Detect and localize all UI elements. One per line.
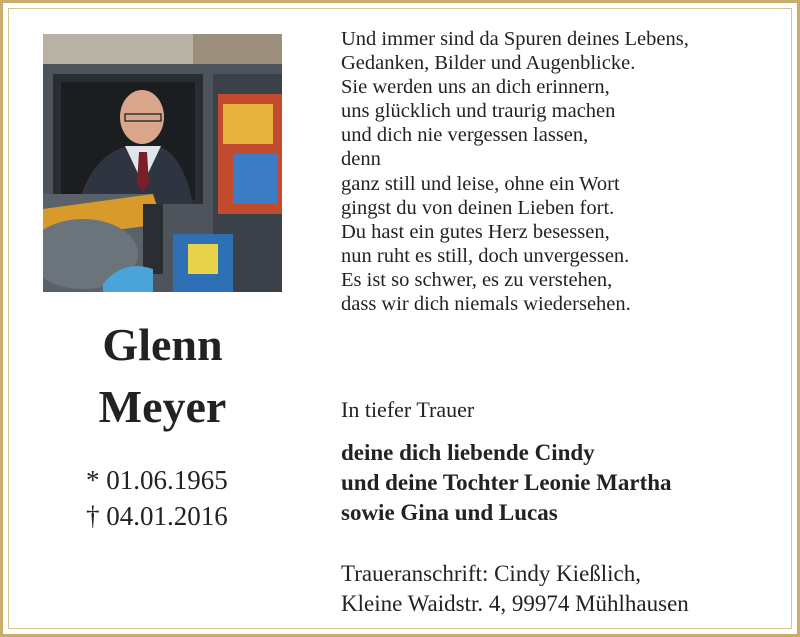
poem-line: und dich nie vergessen lassen, [341, 124, 589, 147]
poem-line: gingst du von deinen Lieben fort. [341, 196, 615, 219]
poem-line: nun ruht es still, doch unvergessen. [341, 244, 630, 267]
memorial-poem [341, 27, 781, 316]
portrait-illustration [43, 34, 282, 292]
deceased-first-name: Glenn [102, 319, 223, 370]
poem-line: Du hast ein gutes Herz besessen, [341, 220, 610, 243]
birth-date: * 01.06.1965 [86, 465, 228, 495]
mourner-line: und deine Tochter Leonie Martha [341, 470, 672, 495]
poem-line: uns glücklich und traurig machen [341, 100, 616, 123]
address-line: Kleine Waidstr. 4, 99974 Mühlhausen [341, 591, 689, 616]
mourner-line: sowie Gina und Lucas [341, 500, 558, 525]
portrait-photo [43, 34, 282, 292]
poem-line: Sie werden uns an dich erinnern, [341, 76, 610, 99]
address-line: Traueranschrift: Cindy Kießlich, [341, 561, 642, 586]
death-date: † 04.01.2016 [86, 501, 228, 531]
mourning-address [341, 559, 689, 619]
poem-line: denn [341, 148, 381, 171]
poem-line: Es ist so schwer, es zu verstehen, [341, 268, 613, 291]
poem-line: ganz still und leise, ohne ein Wort [341, 172, 620, 195]
grief-line: In tiefer Trauer [341, 397, 475, 422]
poem-line: dass wir dich niemals wiedersehen. [341, 293, 631, 316]
deceased-last-name: Meyer [98, 381, 227, 432]
mourner-line: deine dich liebende Cindy [341, 440, 595, 465]
poem-line: Und immer sind da Spuren deines Lebens, [341, 28, 689, 50]
mourners-list [341, 438, 672, 528]
poem-line: Gedanken, Bilder und Augenblicke. [341, 52, 636, 75]
